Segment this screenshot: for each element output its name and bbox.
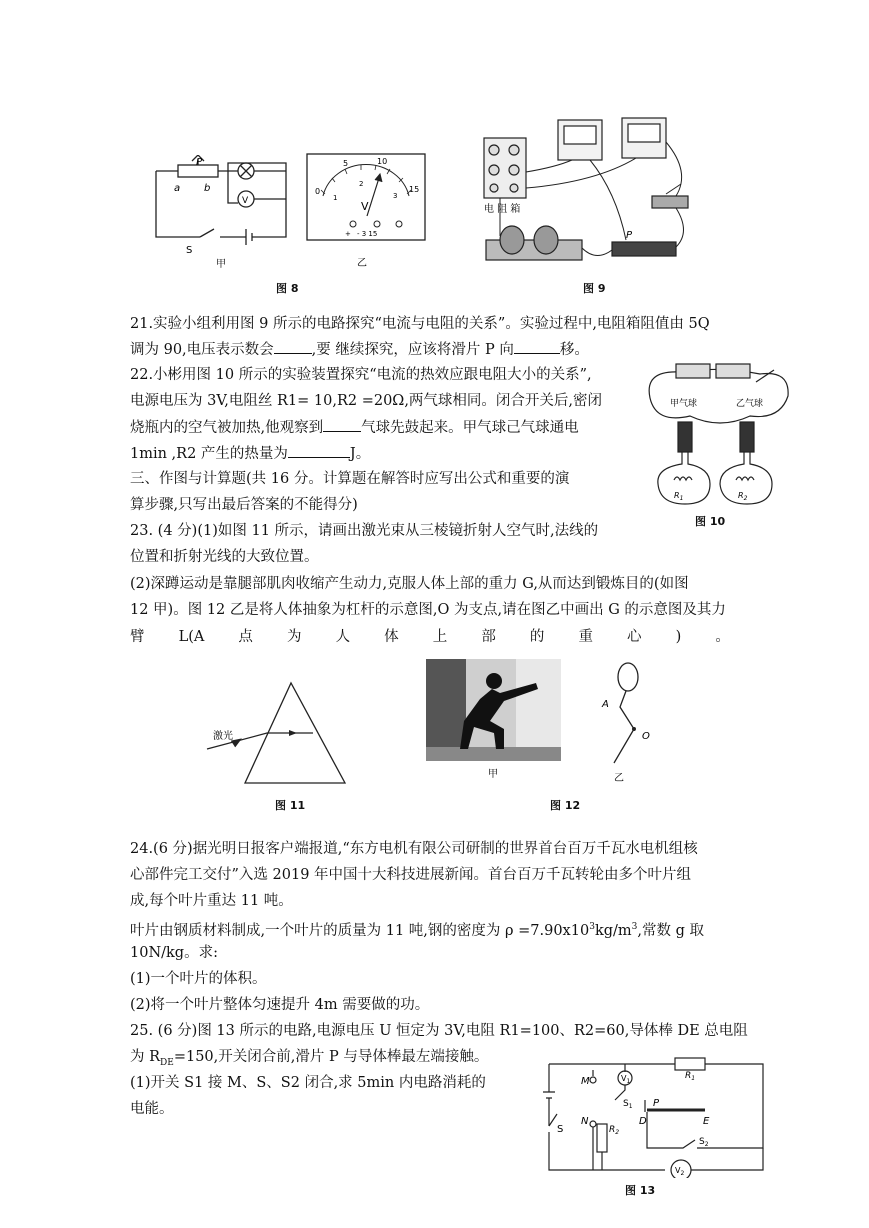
- q22-line-1: 22.小彬用图 10 所示的实验装置探究“电流的热效应跟电阻大小的关系”,: [130, 367, 592, 383]
- q23-line-3: (2)深蹲运动是靠腿部肌肉收缩产生动力,克服人体上部的重力 G,从而达到锻炼目的(如图: [130, 576, 689, 592]
- q22-text-c: 1min ,R2 产生的热量为: [130, 446, 288, 462]
- q21-text-b: ,要 继续探究，应该将滑片 P 向: [311, 342, 514, 358]
- fig9-caption: 图 9: [583, 282, 606, 295]
- fig8-small-tick-1: 1: [333, 194, 338, 202]
- fig13-label-v2: $V_2$: [675, 1166, 685, 1177]
- fig13-label-e: E: [703, 1116, 710, 1127]
- fig13-label-r1: $R_1$: [685, 1071, 696, 1082]
- fig8-terminals: - 3 15: [357, 230, 378, 238]
- q24-text-b: kg/m: [594, 922, 632, 939]
- q24-sup-2: 3: [631, 922, 638, 932]
- fig9-label-p: P: [626, 230, 633, 241]
- q24-line-2: 心部件完工交付”入选 2019 年中国十大科技进展新闻。首台百万千瓦转轮由多个叶片组: [130, 867, 692, 883]
- fig11-laser-label: 激光: [213, 731, 233, 742]
- fig13-caption: 图 13: [625, 1184, 656, 1197]
- fig13-label-s1: $S_1$: [623, 1099, 633, 1110]
- q23-word: ): [675, 629, 682, 645]
- q23-word: 点: [238, 629, 253, 645]
- q25-line-2: [130, 1047, 488, 1073]
- q23-word: 为: [287, 629, 302, 645]
- q24-line-3: 成,每个叶片重达 11 吨。: [130, 893, 293, 909]
- fig10-balloon-jia: 甲气球: [670, 399, 698, 409]
- q23-line-2: 位置和折射光线的大致位置。: [130, 549, 319, 565]
- q22-line-3: [130, 417, 579, 438]
- q21-blank-2[interactable]: [514, 339, 560, 354]
- q22-blank-2[interactable]: [288, 443, 350, 458]
- fig8-tick-15: 15: [409, 185, 420, 194]
- fig13-label-m: M: [581, 1076, 590, 1087]
- q22-line-4: [130, 443, 370, 464]
- fig13-label-p: P: [653, 1098, 660, 1109]
- figure-12-squat-photo: [426, 659, 561, 781]
- fig13-label-n: N: [581, 1116, 589, 1127]
- q21-blank-1[interactable]: [274, 339, 312, 354]
- figure-8-voltmeter: [305, 152, 430, 272]
- figure-9-apparatus: [476, 112, 706, 277]
- q23-word: 上: [432, 629, 448, 645]
- figure-11-prism: [205, 675, 355, 787]
- q21-line-1: 21.实验小组利用图 9 所示的电路探究“电流与电阻的关系”。实验过程中,电阻箱阻值由 5Q: [130, 316, 710, 332]
- fig8-small-tick-2: 2: [359, 180, 364, 188]
- fig8-label-a: a: [174, 183, 181, 194]
- q23-word: 人: [335, 629, 351, 645]
- q24-line-4: [130, 917, 704, 941]
- fig13-label-v1: $V_1$: [621, 1074, 631, 1085]
- fig8-caption: 图 8: [276, 282, 299, 295]
- q24-line-1: 24.(6 分)据光明日报客户端报道,“东方电机有限公司研制的世界首台百万千瓦水电机组核: [130, 841, 698, 857]
- fig12-sub-jia: 甲: [488, 769, 498, 780]
- fig13-label-d: D: [639, 1116, 647, 1127]
- fig10-caption: 图 10: [695, 515, 726, 528]
- q23-word: 臂: [130, 629, 145, 645]
- q23-word: 部: [481, 629, 496, 645]
- fig8-tick-5: 5: [343, 159, 349, 168]
- q23-word: 的: [529, 629, 545, 645]
- q23-word: 。: [715, 629, 730, 645]
- q23-word: 重: [578, 629, 593, 645]
- q25-line-1: 25. (6 分)图 13 所示的电路,电源电压 U 恒定为 3V,电阻 R1=100、R2=60,导体棒 DE 总电阻: [130, 1023, 748, 1039]
- fig8-terminal-plus: +: [345, 230, 351, 238]
- figure-10-apparatus: [640, 360, 800, 510]
- section3-line-2: 算步骤,只写出最后答案的不能得分): [130, 497, 358, 513]
- fig8-small-tick-3: 3: [393, 192, 398, 200]
- fig12-label-o: O: [642, 731, 650, 742]
- fig10-balloon-yi: 乙气球: [736, 399, 764, 409]
- q22-blank-1[interactable]: [323, 417, 361, 432]
- q22-text-d: J。: [349, 446, 371, 462]
- fig12-caption: 图 12: [550, 799, 581, 812]
- q21-text-a: 调为 90,电压表示数会: [130, 342, 274, 358]
- fig8-label-b: b: [204, 183, 211, 194]
- section3-line-1: 三、作图与计算题(共 16 分。计算题在解答时应写出公式和重要的演: [130, 471, 570, 487]
- fig10-r2: $R_2$: [738, 491, 748, 502]
- q24-text-c: ,常数 g 取: [637, 922, 704, 939]
- q21-line-2: [130, 339, 589, 360]
- q24-sup-1: 3: [589, 922, 595, 932]
- q25-line-4: 电能。: [130, 1101, 174, 1117]
- figure-12-lever: [590, 659, 680, 789]
- fig12-sub-yi: 乙: [614, 773, 624, 784]
- q22-line-2: 电源电压为 3V,电阻丝 R1= 10,R2 =20Ω,两气球相同。闭合开关后,密闭: [130, 393, 603, 409]
- q23-line-5: [130, 627, 730, 647]
- fig9-box-label: 电 阻 箱: [484, 204, 521, 215]
- q24-line-5: 10N/kg。求:: [130, 945, 218, 961]
- fig8-label-v: V: [242, 196, 249, 206]
- q23-word: L(A: [178, 629, 205, 645]
- q24-text-a: 叶片由钢质材料制成,一个叶片的质量为 11 吨,钢的密度为 ρ =7.90x10: [130, 922, 590, 939]
- q23-word: 心: [627, 629, 642, 645]
- q21-text-c: 移。: [559, 342, 589, 358]
- fig10-r1: $R_1$: [674, 491, 684, 502]
- fig13-label-s: S: [557, 1124, 564, 1135]
- fig8-meter-unit: V: [361, 200, 369, 213]
- q22-text-a: 烧瓶内的空气被加热,他观察到: [130, 420, 324, 436]
- fig8-sub-jia: 甲: [216, 259, 226, 270]
- fig8-tick-0: 0: [315, 187, 321, 196]
- q24-line-7: (2)将一个叶片整体匀速提升 4m 需要做的功。: [130, 997, 430, 1013]
- fig12-label-a: A: [602, 699, 609, 710]
- q23-line-4: 12 甲)。图 12 乙是将人体抽象为杠杆的示意图,O 为支点,请在图乙中画出 G 的示意图及其力: [130, 602, 726, 618]
- figure-13-circuit: [535, 1050, 775, 1178]
- figure-8-circuit: [148, 155, 298, 270]
- fig13-label-r2: $R_2$: [609, 1125, 620, 1136]
- q25-text-a: 为 R: [130, 1049, 161, 1065]
- q25-sub: DE: [160, 1057, 174, 1068]
- q23-line-1: 23. (4 分)(1)如图 11 所示，请画出激光束从三棱镜折射人空气时,法线的: [130, 523, 599, 539]
- q23-word: 体: [384, 629, 399, 645]
- fig11-caption: 图 11: [275, 799, 306, 812]
- q22-text-b: 气球先鼓起来。甲气球己气球通电: [361, 420, 579, 436]
- q25-text-b: =150,开关闭合前,滑片 P 与导体棒最左端接触。: [173, 1049, 489, 1065]
- fig8-sub-yi: 乙: [357, 258, 367, 269]
- q25-line-3: (1)开关 S1 接 M、S、S2 闭合,求 5min 内电路消耗的: [130, 1075, 486, 1091]
- q24-line-6: (1)一个叶片的体积。: [130, 971, 267, 987]
- fig8-tick-10: 10: [377, 157, 388, 166]
- fig13-label-s2: $S_2$: [699, 1137, 709, 1148]
- fig8-label-s: S: [186, 245, 193, 256]
- fig8-label-p: P: [196, 157, 203, 168]
